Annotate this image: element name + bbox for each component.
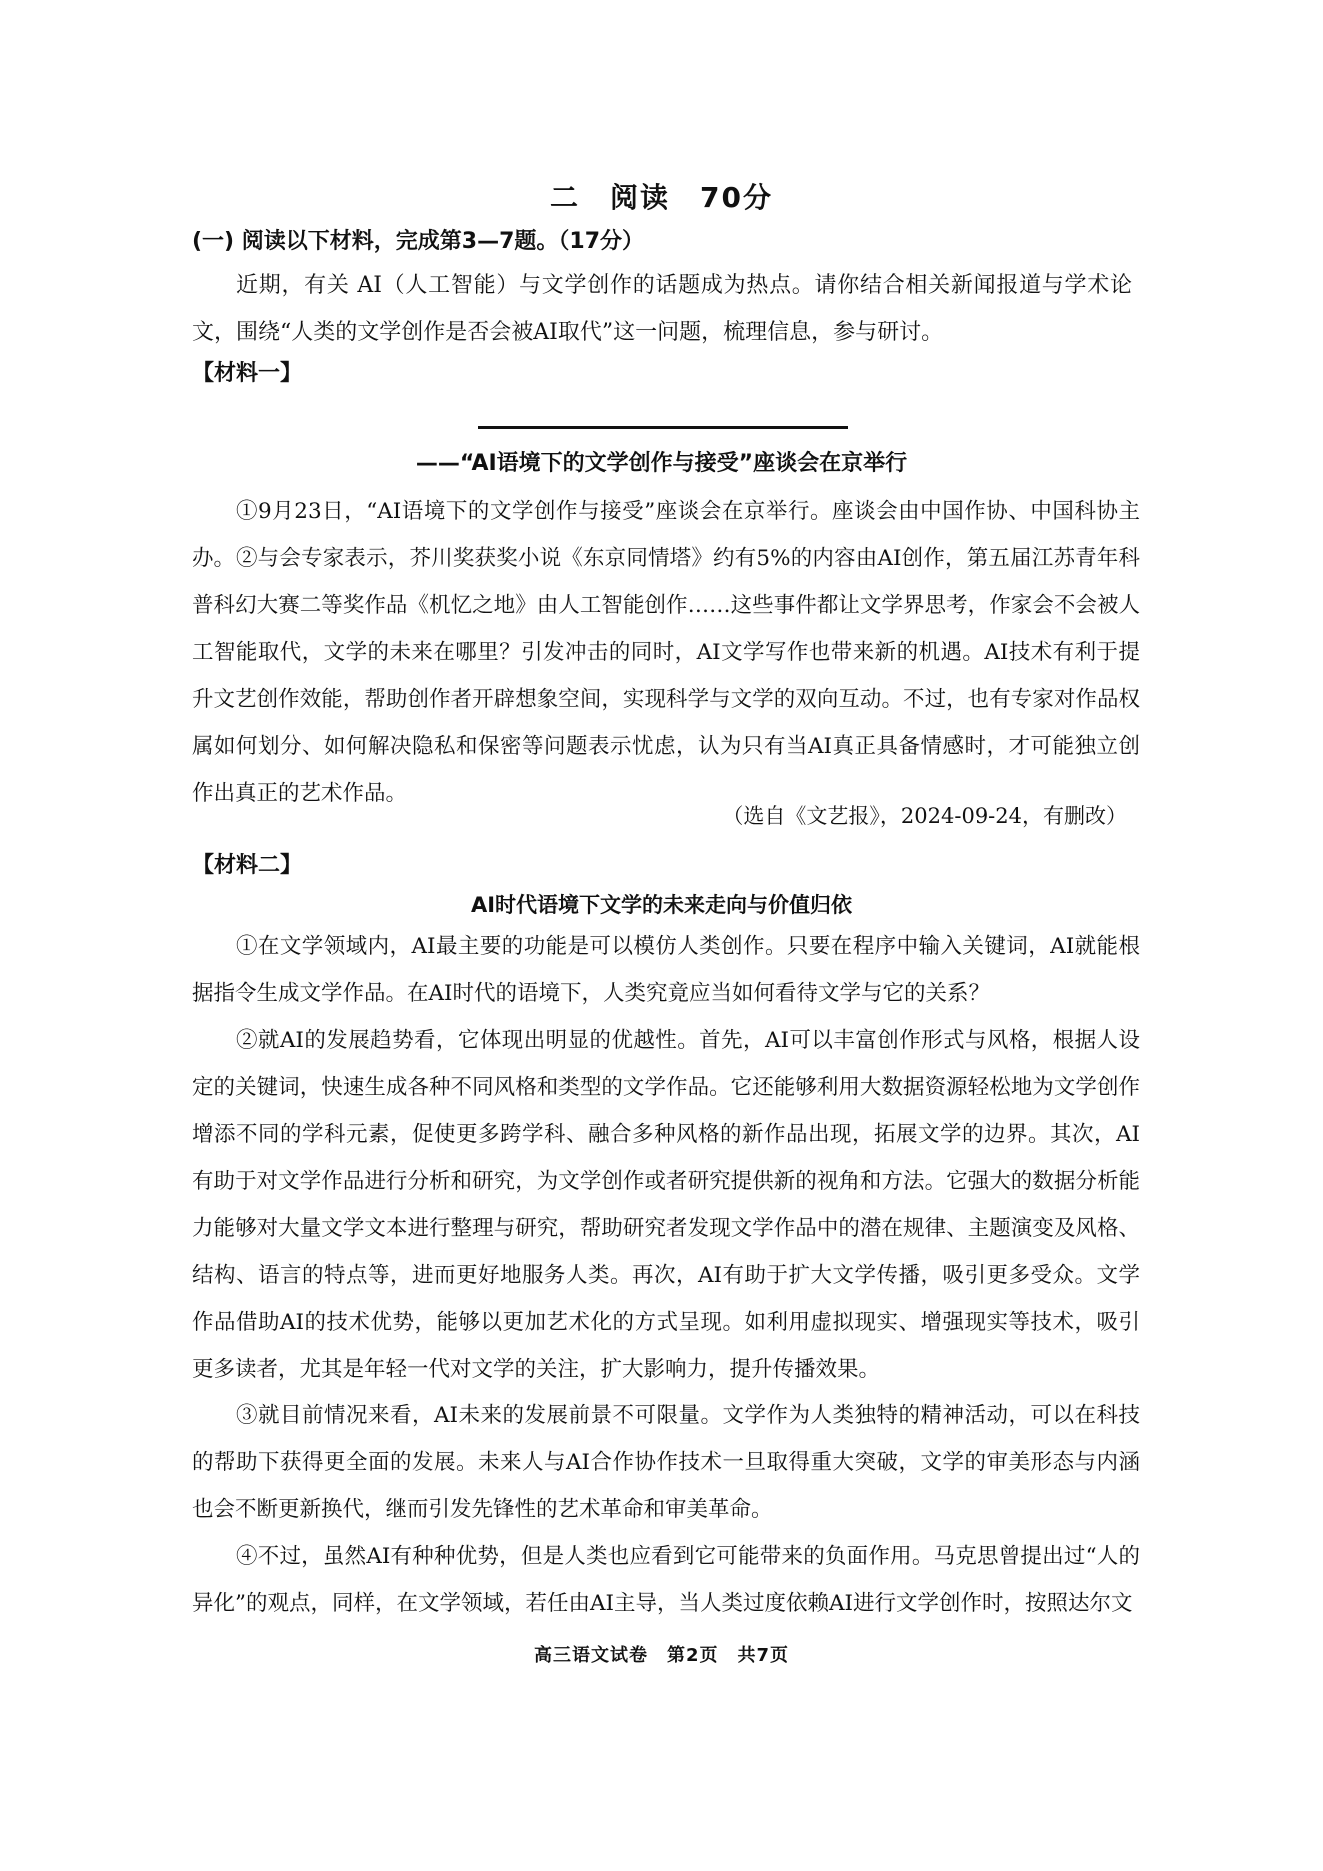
material-two-title: AI时代语境下文学的未来走向与价值归依 [470,893,853,917]
page-footer: 高三语文试卷 第2页 共7页 [533,1645,790,1666]
material-one-paragraph-1: ①9月23日，“AI语境下的文学创作与接受”座谈会在京举行。座谈会由中国作协、中国科协主办。 [192,499,1140,571]
material-one-label: 【材料一】 [192,361,303,386]
material-one-paragraph-2: ②与会专家表示，芥川奖获奖小说《东京同情塔》约有5%的内容由AI创作，第五届江苏青年科普科幻大赛二等奖作品《机忆之地》由人工智能创作……这些事件都让文学界思考，作家会不会被人工智能取代，文学的未来在哪里？引发冲击的同时，AI文学写作也带来新的机遇。AI技术有利于提升文艺创作效能，帮助创作者开辟想象空间，实现科学与文学的双向互动。不过，也有专家对作品权属如何划分、如何解决隐私和保密等问题表示忧虑，认为只有当AI真正具备情感时，才可能独立创作出真正的艺术作品。 [192,546,1140,806]
material-one-subheadline: ——“AI语境下的文学创作与接受”座谈会在京举行 [415,451,908,476]
intro-paragraph: 近期，有关 AI（人工智能）与文学创作的话题成为热点。请你结合相关新闻报道与学术论文，围绕“人类的文学创作是否会被AI取代”这一问题，梳理信息，参与研讨。 [192,273,1132,345]
section-title: 二 阅读 70分 [550,181,773,214]
material-two-paragraph-4: ④不过，虽然AI有种种优势，但是人类也应看到它可能带来的负面作用。马克思曾提出过“人的异化”的观点，同样，在文学领域，若任由AI主导，当人类过度依赖AI进行文学创作时，按照达尔文 [192,1544,1140,1616]
material-two-label: 【材料二】 [192,853,303,878]
material-two-paragraph-3: ③就目前情况来看，AI未来的发展前景不可限量。文学作为人类独特的精神活动，可以在科技的帮助下获得更全面的发展。未来人与AI合作协作技术一旦取得重大突破，文学的审美形态与内涵也会不断更新换代，继而引发先锋性的艺术革命和审美革命。 [192,1403,1140,1522]
question-heading: (一) 阅读以下材料，完成第3—7题。（17分） [192,229,645,254]
material-one-source: （选自《文艺报》，2024-09-24，有删改） [722,804,1127,828]
material-two-paragraph-1: ①在文学领域内，AI最主要的功能是可以模仿人类创作。只要在程序中输入关键词，AI就能根据指令生成文学作品。在AI时代的语境下，人类究竟应当如何看待文学与它的关系？ [192,934,1140,1006]
headline-placeholder-rule [478,426,848,429]
material-two-paragraph-2: ②就AI的发展趋势看，它体现出明显的优越性。首先，AI可以丰富创作形式与风格，根据人设定的关键词，快速生成各种不同风格和类型的文学作品。它还能够利用大数据资源轻松地为文学创作增添不同的学科元素，促使更多跨学科、融合多种风格的新作品出现，拓展文学的边界。其次，AI有助于对文学作品进行分析和研究，为文学创作或者研究提供新的视角和方法。它强大的数据分析能力能够对大量文学文本进行整理与研究，帮助研究者发现文学作品中的潜在规律、主题演变及风格、结构、语言的特点等，进而更好地服务人类。再次，AI有助于扩大文学传播，吸引更多受众。文学作品借助AI的技术优势，能够以更加艺术化的方式呈现。如利用虚拟现实、增强现实等技术，吸引更多读者，尤其是年轻一代对文学的关注，扩大影响力，提升传播效果。 [192,1028,1140,1382]
